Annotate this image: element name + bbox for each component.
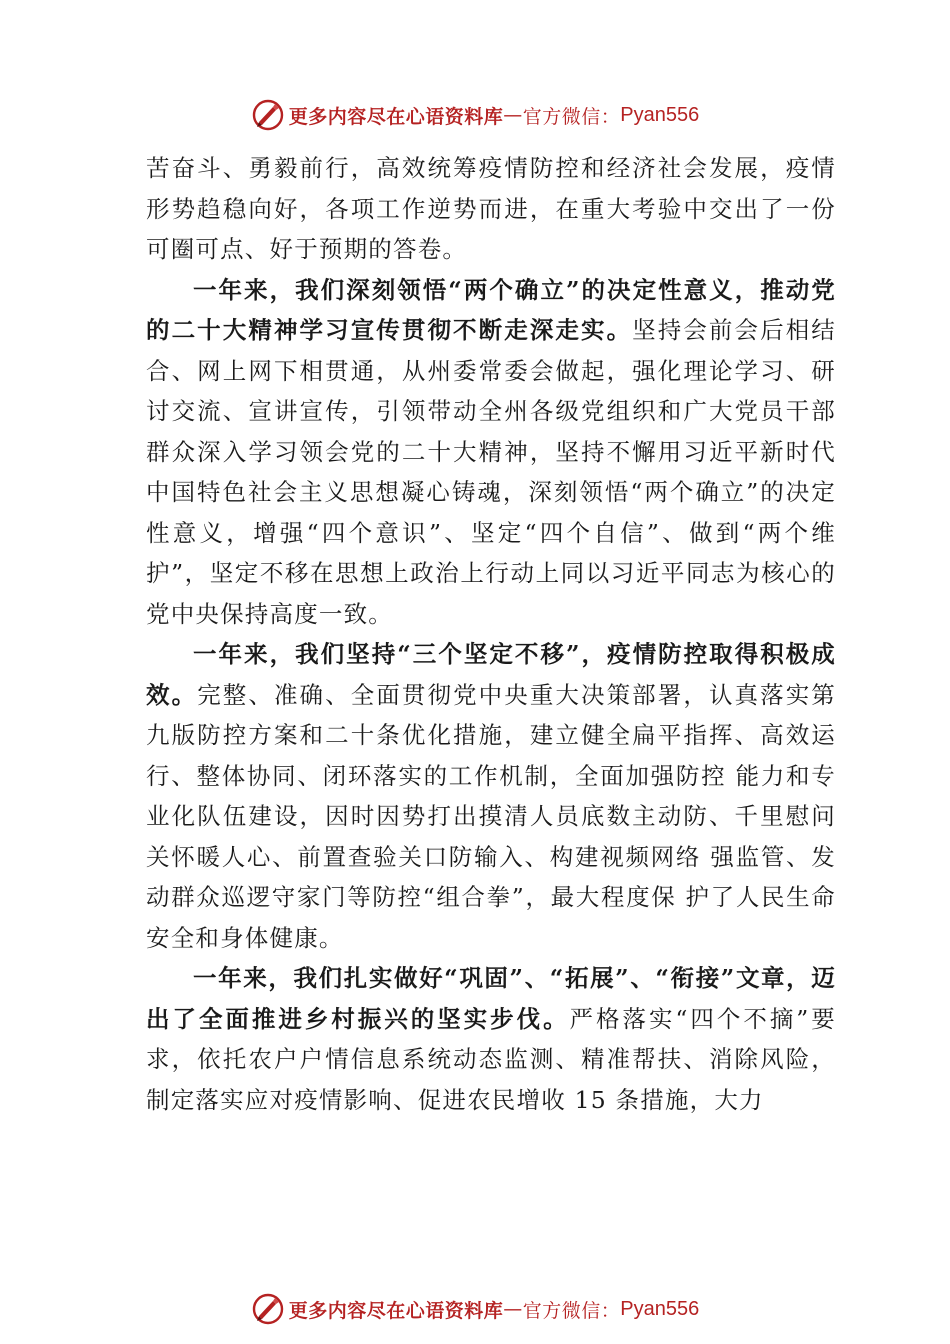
paragraph-4-lead: 一年来，我们扎实做好“巩固”、“拓展”、“衔接”文章，迈出了全面推进乡村振兴的坚实步伐。 [146, 964, 836, 1033]
footer-brand: 更多内容尽在心语资料库 [288, 1299, 504, 1322]
paragraph-3-text: 完整、准确、全面贯彻党中央重大决策部署，认真落实第九版防控方案和二十条优化措施，建立健全扁平指挥、高效运行、整体协同、闭环落实的工作机制，全面加强防控 能力和专业化队伍建设，因时因势打出摸清人员底数主动防、千里慰问关怀暖人心、前置查验关口防输入、构建视频网络 强监管、发动群众巡逻守家门等防控“组合拳”，最大程度保 护了人民生命安全和身体健康。 [146, 680, 837, 952]
footer-account: Pyan556 [620, 1297, 700, 1320]
header-account: Pyan556 [620, 103, 700, 126]
footer-wechat-label: 官方微信： [522, 1299, 621, 1322]
paragraph-3-lead: 一年来，我们坚持“三个坚定不移”，疫情防控取得积极成效。 [146, 640, 836, 709]
pen-logo-icon [251, 1292, 285, 1326]
header-watermark [0, 93, 950, 137]
paragraph-3 [146, 634, 836, 958]
paragraph-4-text: 严格落实“四个不摘”要求，依托农户户情信息系统动态监测、精准帮扶、消除风险，制定落实应对疫情影响、促进农民增收 15 条措施，大力 [146, 1004, 836, 1114]
header-dash: — [503, 104, 523, 126]
document-body [146, 148, 836, 1120]
paragraph-2-text: 坚持会前会后相结合、网上网下相贯通，从州委常委会做起，强化理论学习、研讨交流、宣讲宣传，引领带动全州各级党组织和广大党员干部群众深入学习领会党的二十大精神，坚持不懈用习近平新时代中国特色社会主义思想凝心铸魂，深刻领悟“两个确立”的决定性意义，增强“四个意识”、坚定“四个自信”、做到“两个维护”，坚定不移在思想上政治上行动上同以习近平同志为核心的党中央保持高度一致。 [146, 316, 836, 628]
footer-dash: — [503, 1298, 523, 1320]
paragraph-2-lead: 一年来，我们深刻领悟“两个确立”的决定性意义，推动党的二十大精神学习宣传贯彻不断走深走实。 [146, 275, 836, 344]
footer-watermark [0, 1287, 950, 1331]
paragraph-2 [146, 270, 836, 635]
paragraph-4 [146, 958, 836, 1120]
pen-logo-icon [251, 98, 285, 132]
paragraph-1 [146, 148, 836, 270]
header-wechat-label: 官方微信： [522, 105, 621, 128]
paragraph-1-text: 苦奋斗、勇毅前行，高效统筹疫情防控和经济社会发展，疫情形势趋稳向好，各项工作逆势而进，在重大考验中交出了一份可圈可点、好于预期的答卷。 [146, 154, 836, 263]
header-brand: 更多内容尽在心语资料库 [288, 105, 504, 128]
